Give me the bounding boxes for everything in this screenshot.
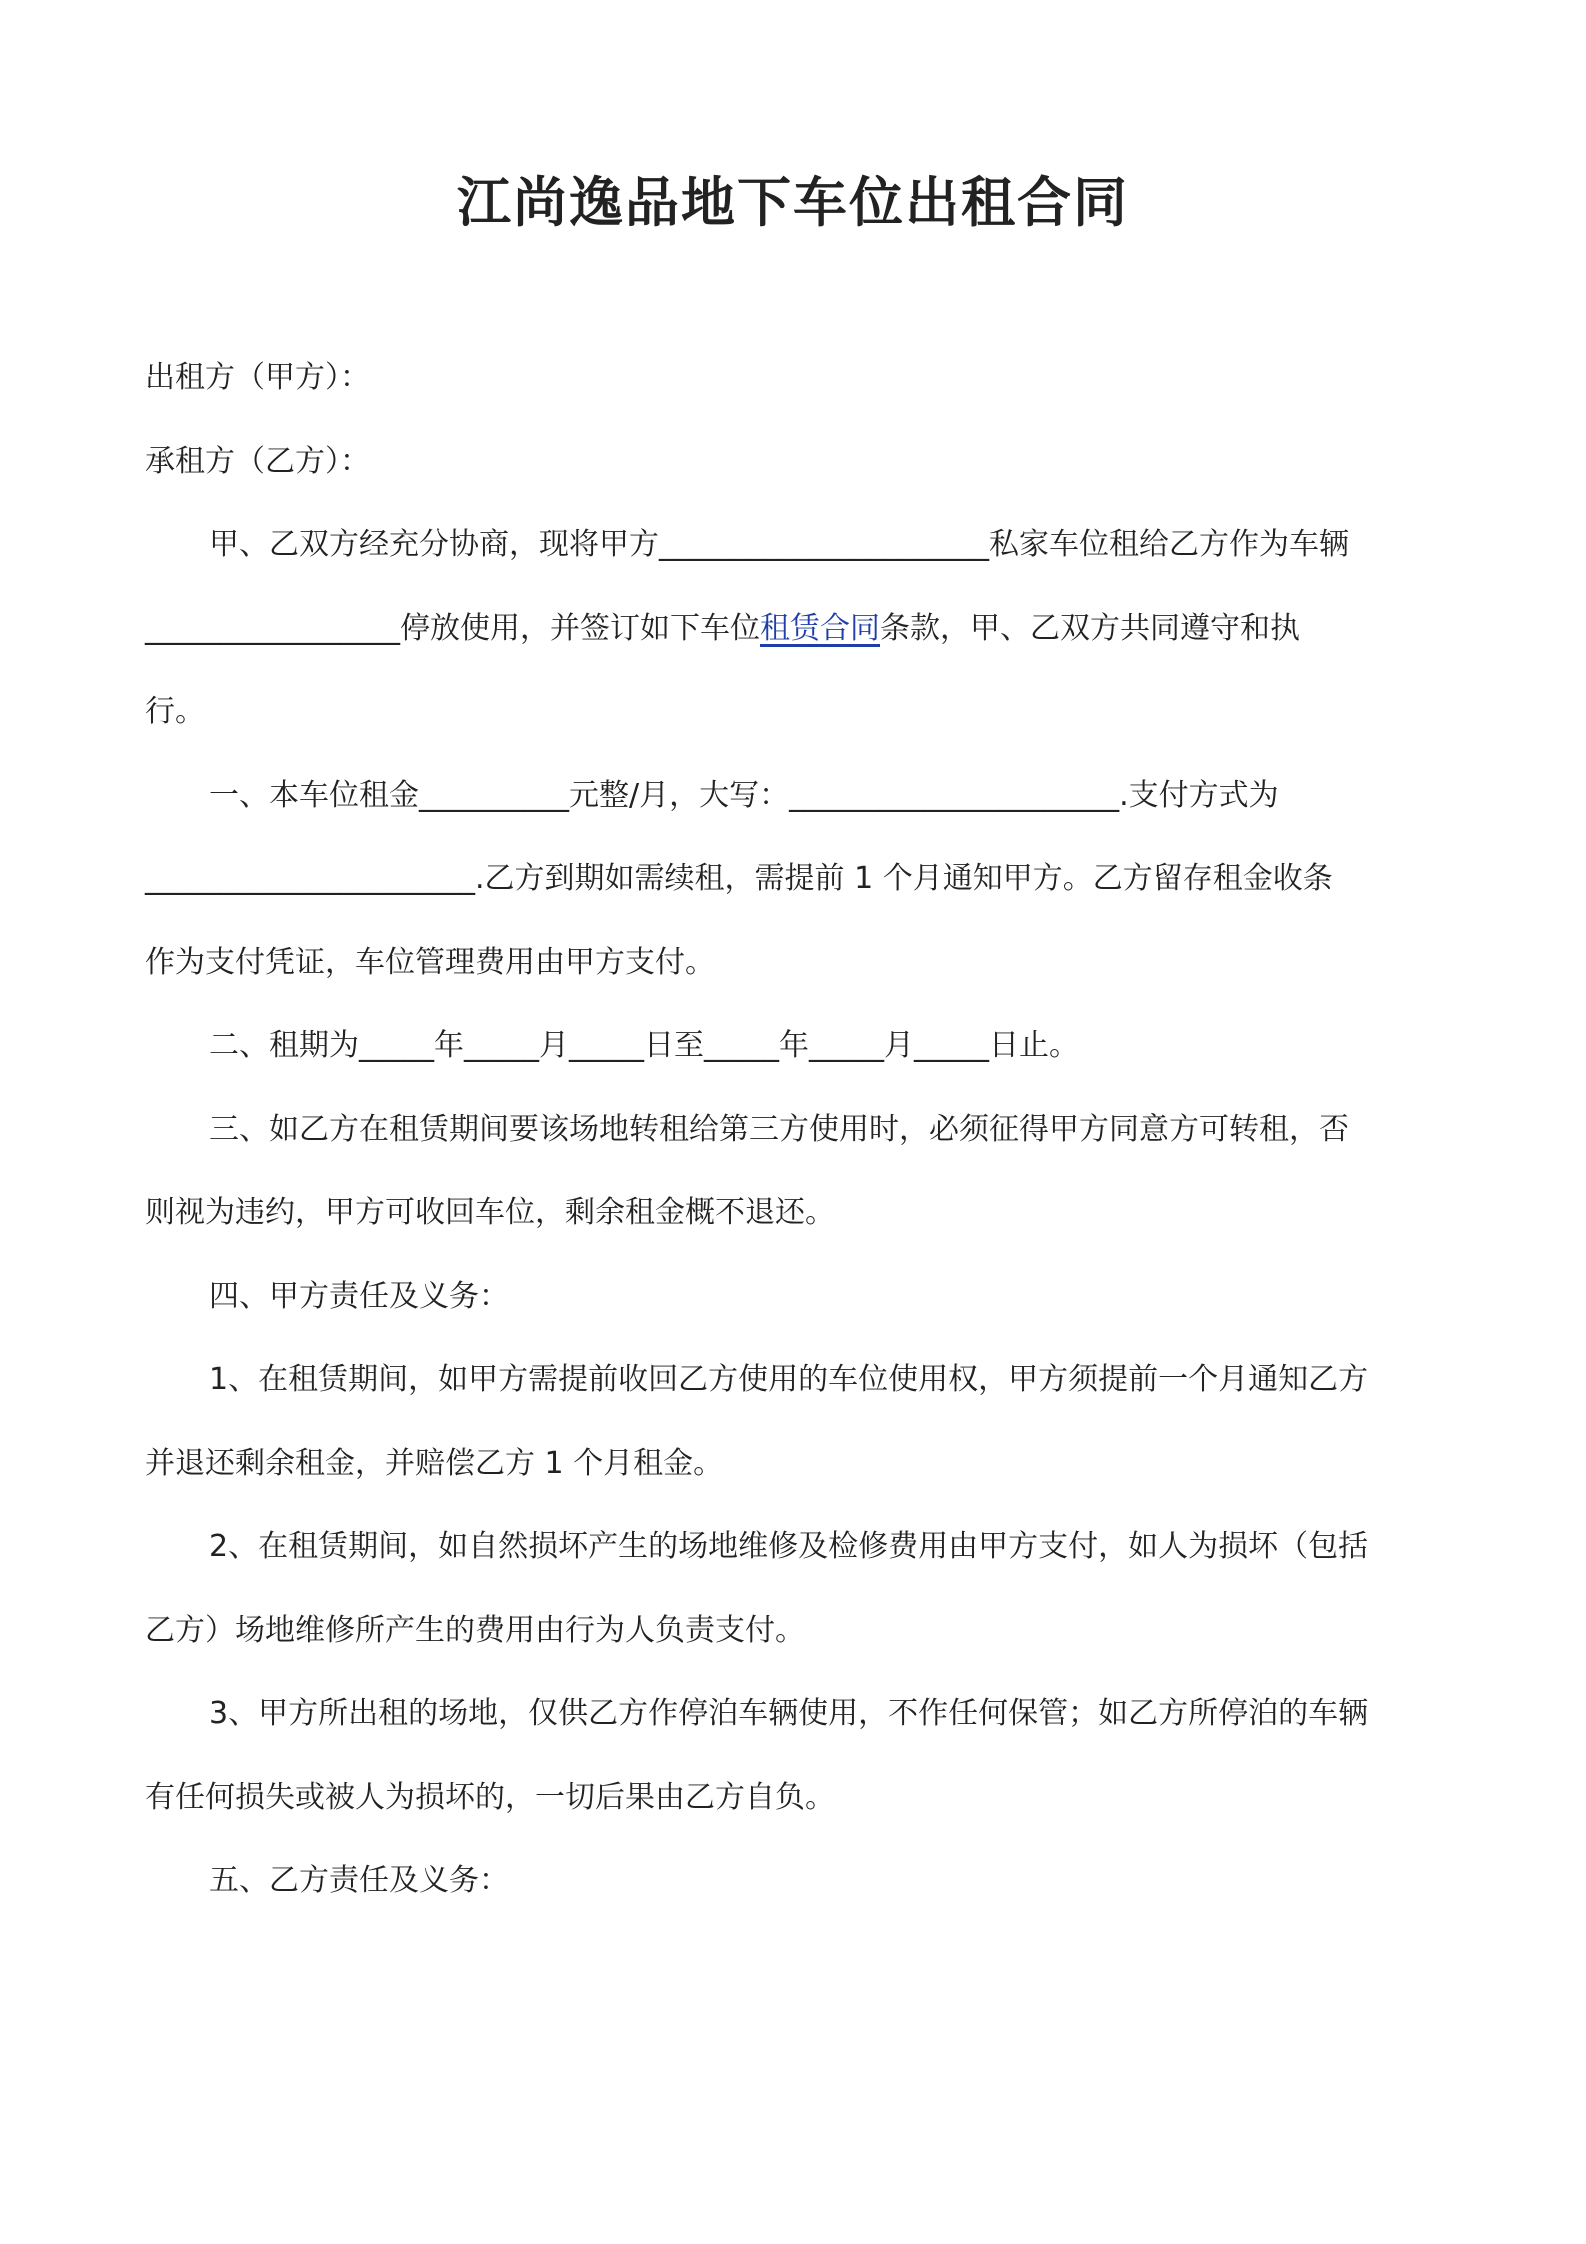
clause-4-1-line-2: 并退还剩余租金，并赔偿乙方 1 个月租金。 bbox=[145, 1445, 724, 1481]
clause-3-line-1: 三、如乙方在租赁期间要该场地转租给第三方使用时，必须征得甲方同意方可转租，否 bbox=[209, 1111, 1349, 1147]
clause-1-line-3: 作为支付凭证，车位管理费用由甲方支付。 bbox=[145, 944, 715, 980]
lease-contract-link[interactable]: 租赁合同 bbox=[760, 610, 880, 646]
clause-4-2-line-2: 乙方）场地维修所产生的费用由行为人负责支付。 bbox=[145, 1612, 805, 1648]
intro-line-1: 甲、乙双方经充分协商，现将甲方______________________私家车位租给乙方作为车辆 bbox=[209, 527, 1349, 562]
clause-4-heading: 四、甲方责任及义务： bbox=[209, 1278, 509, 1314]
clause-2: 二、租期为_____年_____月_____日至_____年_____月_____日止。 bbox=[209, 1028, 1079, 1063]
clause-1-line-1: 一、本车位租金__________元整/月，大写：______________________.支付方式为 bbox=[209, 777, 1279, 813]
clause-4-3-line-2: 有任何损失或被人为损坏的，一切后果由乙方自负。 bbox=[145, 1779, 835, 1815]
intro-text-after-link: 条款，甲、乙双方共同遵守和执 bbox=[880, 610, 1300, 646]
clause-4-3-line-1: 3、甲方所出租的场地，仅供乙方作停泊车辆使用，不作任何保管；如乙方所停泊的车辆 bbox=[209, 1696, 1369, 1731]
clause-3-line-2: 则视为违约，甲方可收回车位，剩余租金概不退还。 bbox=[145, 1195, 835, 1230]
clause-4-1-line-1: 1、在租赁期间，如甲方需提前收回乙方使用的车位使用权，甲方须提前一个月通知乙方 bbox=[209, 1362, 1369, 1397]
clause-1-line-2: ______________________.乙方到期如需续租，需提前 1 个月通知甲方。乙方留存租金收条 bbox=[145, 861, 1333, 896]
intro-line-3: 行。 bbox=[145, 694, 205, 729]
party-a-line: 出租方（甲方）： bbox=[145, 360, 370, 395]
clause-4-2-line-1: 2、在租赁期间，如自然损坏产生的场地维修及检修费用由甲方支付，如人为损坏（包括 bbox=[209, 1529, 1369, 1564]
intro-text-before-link: _________________停放使用，并签订如下车位 bbox=[145, 610, 760, 646]
document-title: 江尚逸品地下车位出租合同 bbox=[457, 171, 1129, 234]
party-b-line: 承租方（乙方）： bbox=[145, 443, 370, 479]
clause-5-heading: 五、乙方责任及义务： bbox=[209, 1863, 509, 1898]
contract-body bbox=[145, 336, 1455, 1923]
intro-line-2 bbox=[145, 587, 1455, 671]
